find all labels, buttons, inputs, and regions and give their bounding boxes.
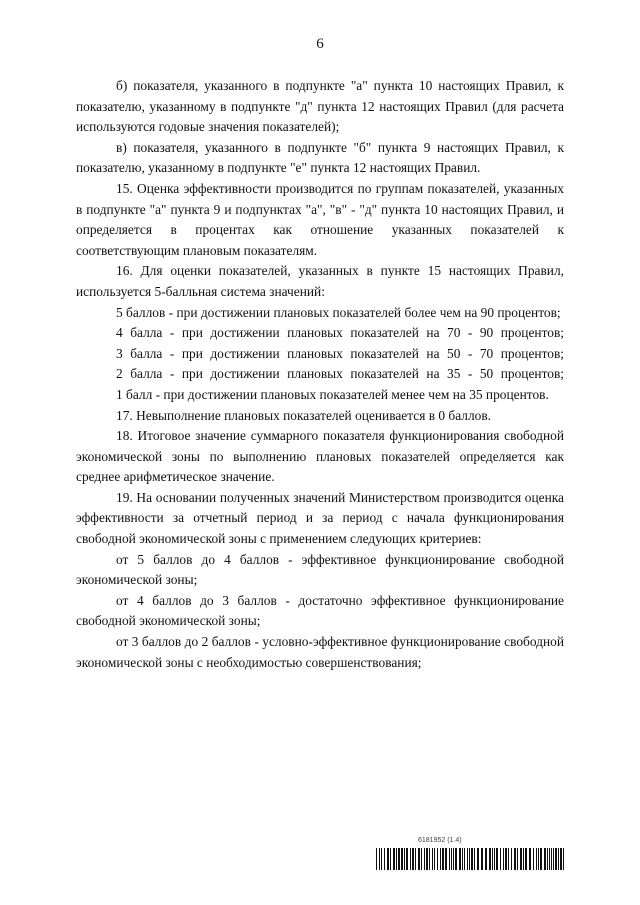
paragraph: 3 балла - при достижении плановых показателей на 50 - 70 процентов; [116,345,564,361]
document-code: 6181952 (1.4) [418,837,462,844]
page-number: 6 [316,36,324,52]
paragraph: 18. Итоговое значение суммарного показателя функционирования свободной экономической зоны по выполнению плановых показателей определяется как среднее арифметическое значение. [76,428,564,485]
paragraph: 2 балла - при достижении плановых показателей на 35 - 50 процентов; [116,366,564,382]
paragraph: 17. Невыполнение плановых показателей оценивается в 0 баллов. [116,407,492,423]
paragraph: б) показателя, указанного в подпункте "а" пункта 10 настоящих Правил, к показателю, указанному в подпункте "д" пункта 12 настоящих Правил (для расчета используются годовые значения показателей); [76,78,564,135]
barcode [376,848,566,870]
document-body [76,76,564,673]
paragraph: в) показателя, указанного в подпункте "б" пункта 9 настоящих Правил, к показателю, указанному в подпункте "е" пункта 12 настоящих Правил. [76,139,564,176]
paragraph: 15. Оценка эффективности производится по группам показателей, указанных в подпункте "а" пункта 9 и подпунктах "а", "в" - "д" пункта 10 настоящих Правил, и определяется в процентах как отношение указанных показателей к соответствующим плановым показателям. [76,180,564,258]
paragraph: 19. На основании полученных значений Министерством производится оценка эффективности за отчетный период и за период с начала функционирования свободной экономической зоны с применением следующих критериев: [76,489,564,547]
paragraph: 16. Для оценки показателей, указанных в пункте 15 настоящих Правил, используется 5-балльная система значений: [76,263,564,299]
paragraph: от 4 баллов до 3 баллов - достаточно эффективное функционирование свободной экономической зоны; [76,592,564,629]
paragraph: от 3 баллов до 2 баллов - условно-эффективное функционирование свободной экономической зоны с необходимостью совершенствования; [76,634,564,670]
paragraph: 4 балла - при достижении плановых показателей на 70 - 90 процентов; [116,325,564,341]
paragraph: 1 балл - при достижении плановых показателей менее чем на 35 процентов. [116,386,549,402]
paragraph: 5 баллов - при достижении плановых показателей более чем на 90 процентов; [116,304,561,320]
paragraph: от 5 баллов до 4 баллов - эффективное функционирование свободной экономической зоны; [76,551,564,588]
